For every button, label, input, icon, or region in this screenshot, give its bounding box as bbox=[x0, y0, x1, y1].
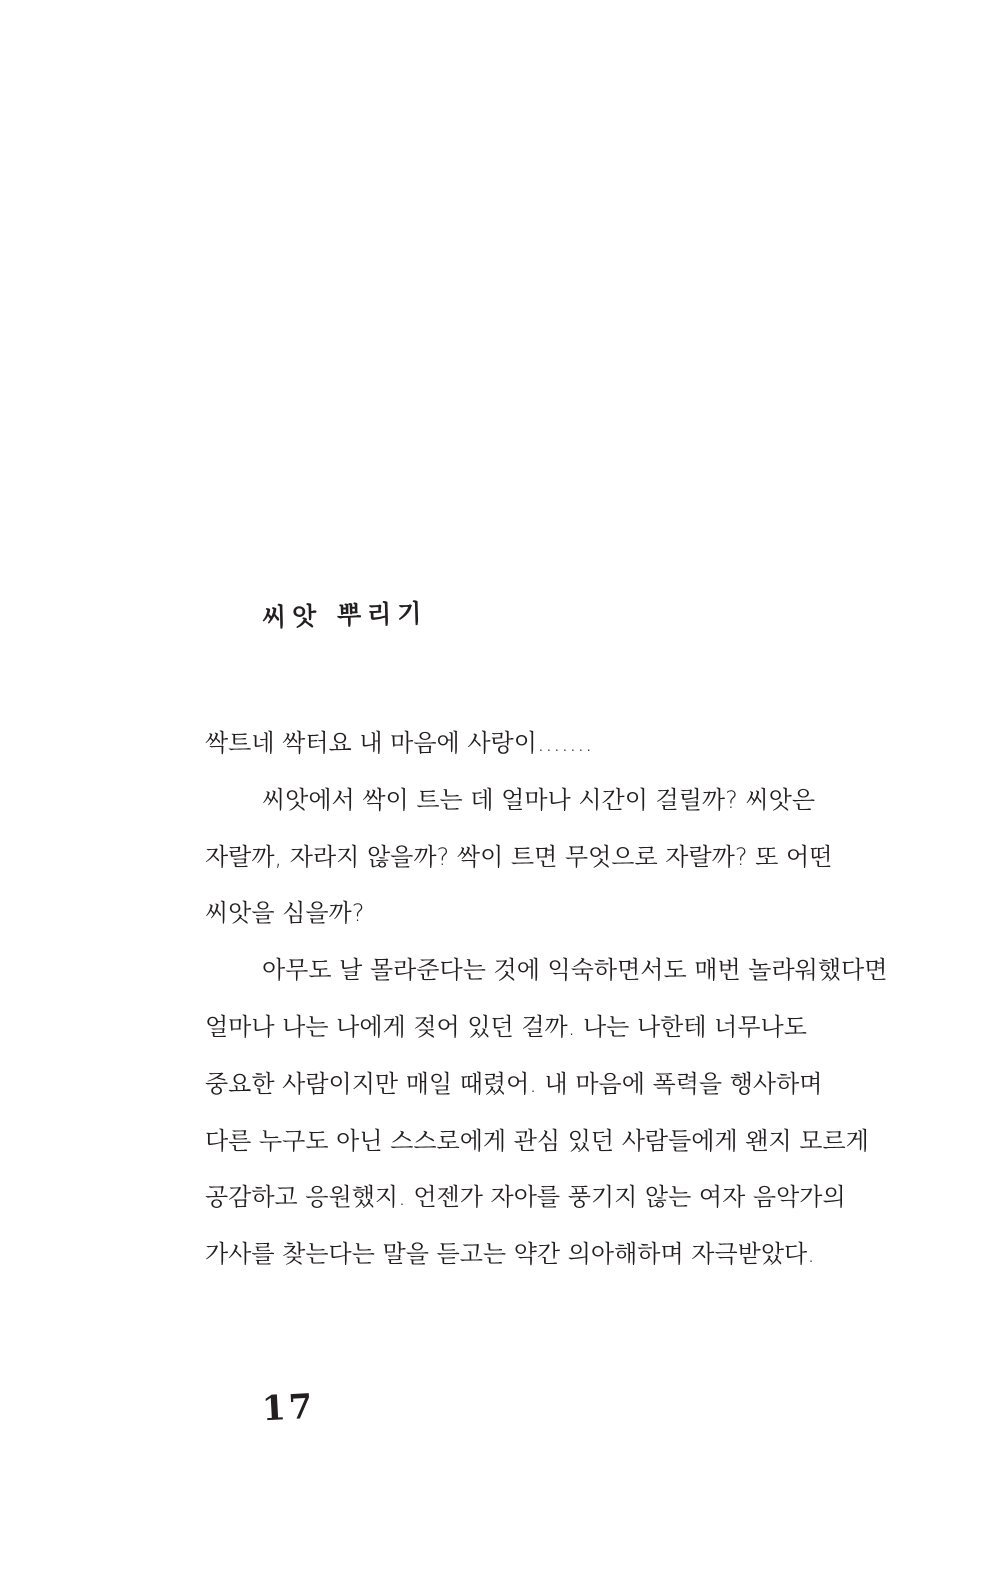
text-line: 아무도 날 몰라준다는 것에 익숙하면서도 매번 놀라워했다면 bbox=[262, 956, 888, 985]
paragraph bbox=[205, 942, 925, 1283]
paragraph bbox=[205, 715, 925, 772]
chapter-title: 씨앗 뿌리기 bbox=[261, 598, 428, 632]
page-number: 17 bbox=[260, 1386, 317, 1430]
text-line: 싹트네 싹터요 내 마음에 사랑이……. bbox=[205, 729, 593, 757]
text-line: 다른 누구도 아닌 스스로에게 관심 있던 사람들에게 왠지 모르게 bbox=[205, 1126, 869, 1155]
text-line: 공감하고 응원했지. 언젠가 자아를 풍기지 않는 여자 음악가의 bbox=[205, 1183, 846, 1212]
text-line: 중요한 사람이지만 매일 때렸어. 내 마음에 폭력을 행사하며 bbox=[205, 1069, 823, 1098]
text-line: 자랄까, 자라지 않을까? 싹이 트면 무엇으로 자랄까? 또 어떤 bbox=[205, 842, 833, 871]
text-line: 얼마나 나는 나에게 젖어 있던 걸까. 나는 나한테 너무나도 bbox=[205, 1012, 807, 1041]
body-text bbox=[205, 715, 925, 1283]
text-line: 씨앗에서 싹이 트는 데 얼마나 시간이 걸릴까? 씨앗은 bbox=[262, 785, 816, 814]
paragraph bbox=[205, 772, 925, 942]
text-line: 씨앗을 심을까? bbox=[205, 899, 365, 928]
text-line: 가사를 찾는다는 말을 듣고는 약간 의아해하며 자극받았다. bbox=[205, 1240, 815, 1269]
